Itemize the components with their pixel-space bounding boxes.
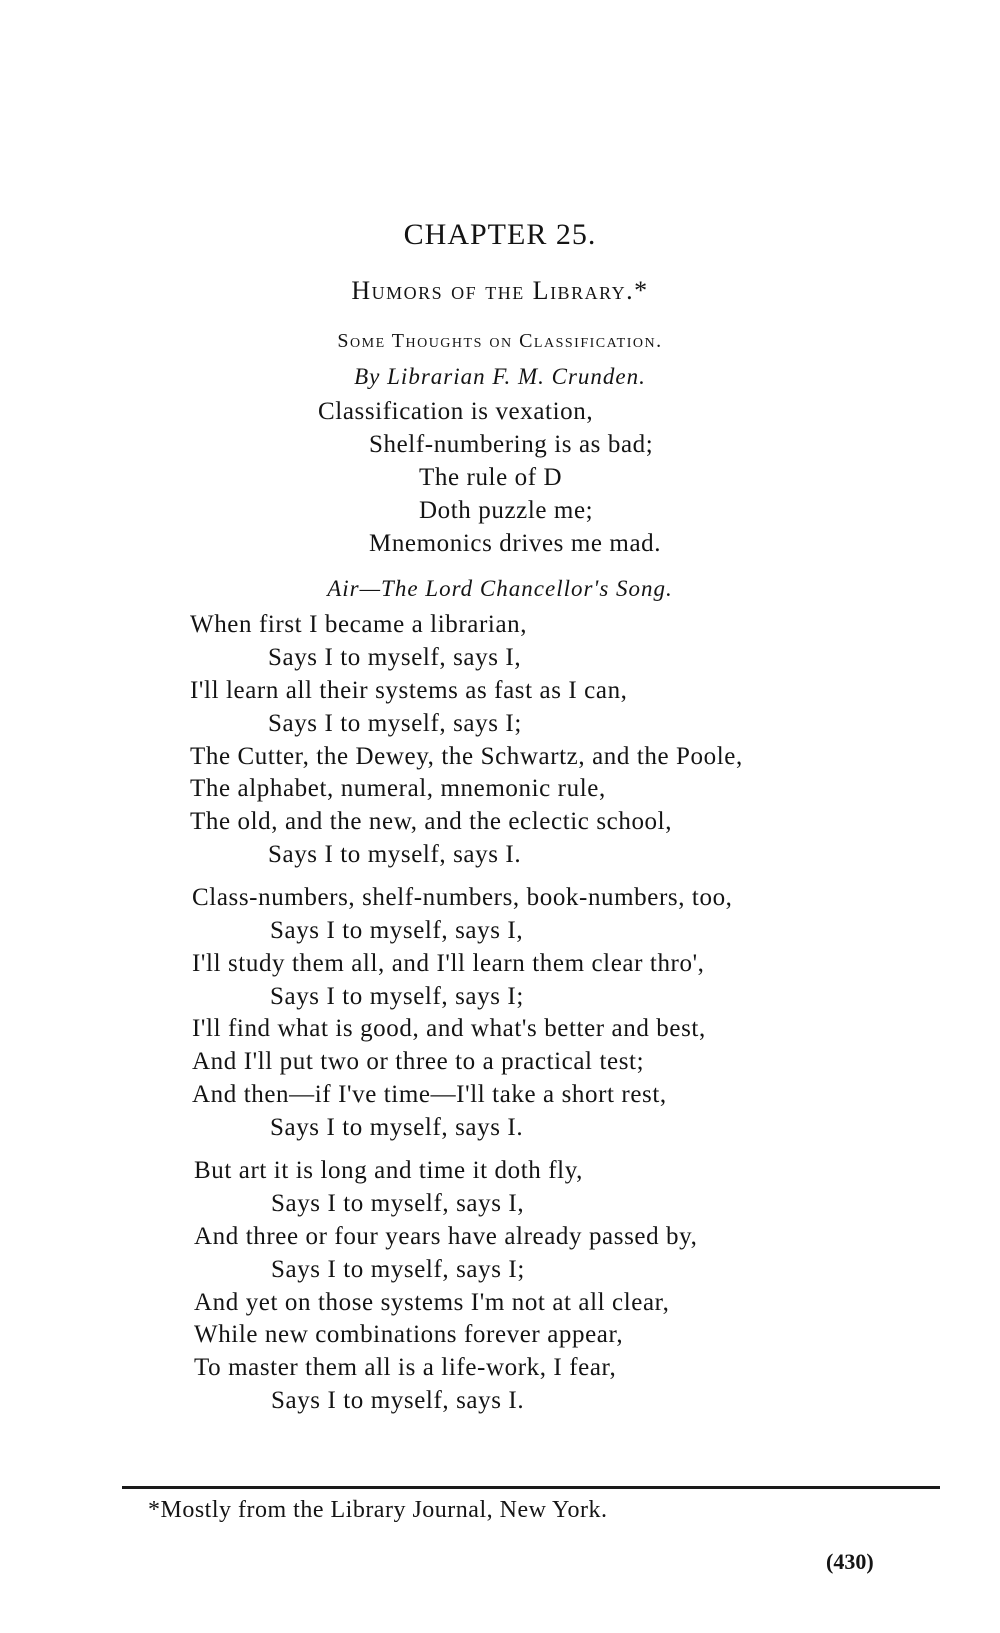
verse-line: And yet on those systems I'm not at all clear, <box>194 1289 670 1316</box>
verse-line: The Cutter, the Dewey, the Schwartz, and the Poole, <box>190 743 743 770</box>
verse-line: And three or four years have already passed by, <box>194 1223 698 1250</box>
epigram-line: Classification is vexation, <box>318 398 594 425</box>
verse-line: Class-numbers, shelf-numbers, book-numbers, too, <box>192 884 733 911</box>
verse-line: But art it is long and time it doth fly, <box>194 1157 584 1184</box>
verse-line: The alphabet, numeral, mnemonic rule, <box>190 775 606 802</box>
verse-line: And I'll put two or three to a practical test; <box>192 1048 645 1075</box>
verse-line: Says I to myself, says I; <box>270 983 524 1010</box>
verse-line: Says I to myself, says I; <box>268 710 522 737</box>
verse-line: Says I to myself, says I, <box>271 1190 525 1217</box>
chapter-subtitle: Humors of the Library.* <box>351 276 649 305</box>
verse-line: The old, and the new, and the eclectic school, <box>190 808 673 835</box>
epigram-line: Mnemonics drives me mad. <box>369 530 662 557</box>
verse-line: Says I to myself, says I. <box>268 841 522 868</box>
verse-line: Says I to myself, says I, <box>268 644 522 671</box>
epigram-line: The rule of D <box>419 464 563 491</box>
verse-line: And then—if I've time—I'll take a short rest, <box>192 1081 667 1108</box>
footnote-divider <box>122 1486 940 1489</box>
verse-line: I'll find what is good, and what's better and best, <box>192 1015 706 1042</box>
verse-line: When first I became a librarian, <box>190 611 528 638</box>
verse-line: While new combinations forever appear, <box>194 1321 624 1348</box>
verse-line: Says I to myself, says I, <box>270 917 524 944</box>
epigram-line: Shelf-numbering is as bad; <box>369 431 654 458</box>
chapter-heading: CHAPTER 25. <box>403 218 597 251</box>
page-number: (430) <box>826 1549 874 1574</box>
verse-line: Says I to myself, says I. <box>270 1114 524 1141</box>
verse-line: I'll study them all, and I'll learn them clear thro', <box>192 950 705 977</box>
verse-line: To master them all is a life-work, I fear, <box>194 1354 617 1381</box>
byline: By Librarian F. M. Crunden. <box>354 364 646 389</box>
verse-line: I'll learn all their systems as fast as I can, <box>190 677 628 704</box>
air-attribution: Air—The Lord Chancellor's Song. <box>327 576 673 601</box>
verse-line: Says I to myself, says I; <box>271 1256 525 1283</box>
epigram-line: Doth puzzle me; <box>419 497 594 524</box>
verse-line: Says I to myself, says I. <box>271 1387 525 1414</box>
footnote: *Mostly from the Library Journal, New York. <box>148 1497 608 1523</box>
section-title: Some Thoughts on Classification. <box>337 330 663 352</box>
